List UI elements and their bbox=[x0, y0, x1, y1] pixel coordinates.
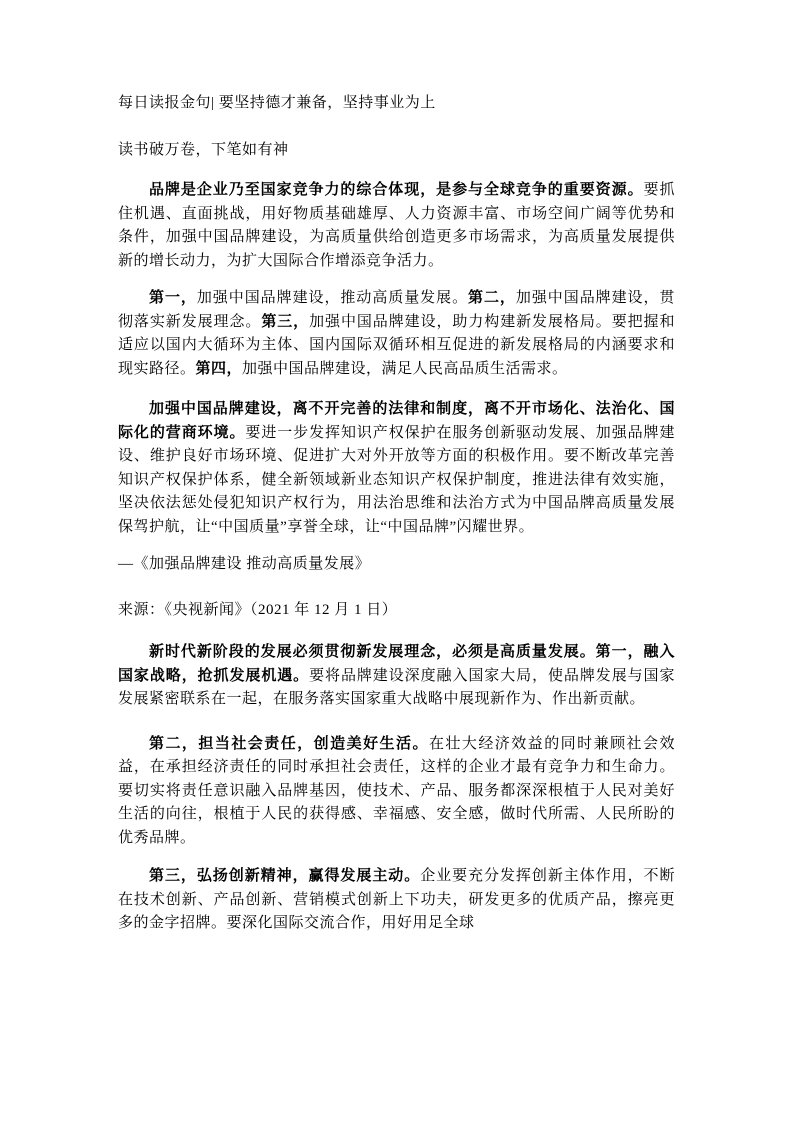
bold-text-segment: 第二， bbox=[468, 290, 516, 306]
text-segment: 每日读报金句| 要坚持德才兼备，坚持事业为上 bbox=[118, 95, 436, 111]
text-segment: —《加强品牌建设 推动高质量发展》 bbox=[118, 556, 371, 572]
text-segment: 来源：《央视新闻》（2021 年 12 月 1 日） bbox=[118, 601, 398, 618]
paragraph-new-era bbox=[118, 641, 675, 712]
text-segment: 在壮大经济效益的同时兼顾社会效益，在承担经济责任的同时承担社会责任，这样的企业才最有竞争力和生命力。要切实将责任意识融入品牌基因，使技术、产品、服务都深深根植于人民对美好生活的向往，根植于人民的获得感、幸福感、安全感，做时代所需、人民所盼的优秀品牌。 bbox=[118, 735, 675, 846]
text-segment: 加强中国品牌建设，助力构建新发展格局。要把握和适应以国内大循环为主体、国内国际双循环相互促进的新发展格局的内涵要求和现实路径。 bbox=[118, 313, 675, 377]
text-segment: 要将品牌建设深度融入国家大局，使品牌发展与国家发展紧密联系在一起，在服务落实国家重大战略中展现新作为、作出新贡献。 bbox=[118, 667, 675, 707]
paragraph-brand-overview bbox=[118, 179, 675, 273]
source-line bbox=[118, 599, 675, 623]
paragraph-innovation bbox=[118, 865, 675, 936]
bold-text-segment: 加强中国品牌建设，离不开完善的法律和制度，离不开市场化、法治化、国际化的营商环境。 bbox=[118, 401, 675, 441]
text-segment: 加强中国品牌建设，贯彻落实新发展理念。 bbox=[118, 290, 675, 330]
bold-text-segment: 第二，担当社会责任，创造美好生活。 bbox=[149, 735, 429, 752]
bold-text-segment: 第三， bbox=[261, 313, 310, 330]
document-body bbox=[118, 92, 675, 936]
text-segment: 读书破万卷，下笔如有神 bbox=[118, 141, 289, 158]
bold-text-segment: 第四， bbox=[195, 360, 243, 377]
bold-text-segment: 新时代新阶段的发展必须贯彻新发展理念，必须是高质量发展。第一，融入国家战略，抢抓发展机遇。 bbox=[118, 644, 675, 684]
text-segment: 要抓住机遇、直面挑战，用好物质基础雄厚、人力资源丰富、市场空间广阔等优势和条件，加强中国品牌建设，为高质量供给创造更多市场需求，为高质量发展提供新的增长动力，为扩大国际合作增添竞争活力。 bbox=[118, 182, 675, 269]
paragraph-legal-environment bbox=[118, 398, 675, 539]
greeting-line bbox=[118, 92, 675, 116]
bold-text-segment: 品牌是企业乃至国家竞争力的综合体现，是参与全球竞争的重要资源。 bbox=[149, 182, 644, 198]
text-segment: 企业要充分发挥创新主体作用，不断在技术创新、产品创新、营销模式创新上下功夫，研发更多的优质产品，擦亮更多的金字招牌。要深化国际交流合作，用好用足全球 bbox=[118, 868, 675, 931]
attribution-line bbox=[118, 553, 675, 577]
text-segment: 加强中国品牌建设，满足人民高品质生活需求。 bbox=[242, 360, 568, 377]
text-segment: 要进一步发挥知识产权保护在服务创新驱动发展、加强品牌建设、维护良好市场环境、促进扩大对外开放等方面的积极作用。要不断改革完善知识产权保护体系，健全新领域新业态知识产权保护制度，推进法律有效实施，坚决依法惩处侵犯知识产权行为，用法治思维和法治方式为中国品牌高质量发展保驾护航，让“中国质量”享誉全球，让“中国品牌”闪耀世界。 bbox=[118, 424, 675, 535]
proverb-line bbox=[118, 139, 675, 163]
paragraph-four-points bbox=[118, 287, 675, 381]
text-segment: 加强中国品牌建设，推动高质量发展。 bbox=[196, 290, 469, 306]
paragraph-social-responsibility bbox=[118, 733, 675, 851]
bold-text-segment: 第一， bbox=[149, 290, 197, 306]
bold-text-segment: 第三，弘扬创新精神，赢得发展主动。 bbox=[149, 868, 421, 884]
